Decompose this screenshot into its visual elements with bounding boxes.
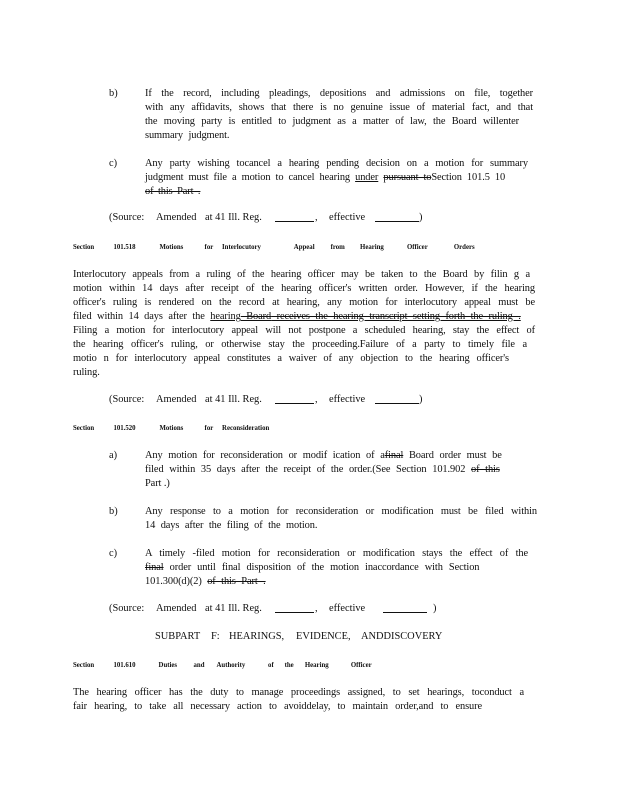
item-marker-a: a) bbox=[109, 450, 118, 461]
para-518-line-1: Interlocutory appeals from a ruling of the hearing officer may be taken to the Board by filin g a bbox=[73, 269, 530, 280]
source-blank-1 bbox=[275, 603, 314, 613]
heading-word: Reconsideration bbox=[222, 423, 270, 432]
struck-text: pursuant to bbox=[383, 172, 432, 183]
source-amended: Amended bbox=[156, 394, 197, 405]
source-amended: Amended bbox=[156, 603, 197, 614]
subpart-word: F: bbox=[211, 631, 220, 642]
source-comma: , bbox=[315, 212, 318, 223]
source-comma: , bbox=[315, 603, 318, 614]
item-c2-line-2 bbox=[145, 561, 479, 575]
item-c2-line-3-text: 101.300(d)(2) bbox=[145, 576, 208, 587]
section-word: Section bbox=[73, 423, 95, 432]
source-close: ) bbox=[419, 394, 423, 405]
item-marker-b: b) bbox=[109, 88, 118, 99]
source-reg: at 41 Ill. Reg. bbox=[205, 394, 262, 405]
para-518-line-8: ruling. bbox=[73, 367, 100, 378]
heading-word: Officer bbox=[350, 660, 372, 669]
source-blank-1 bbox=[275, 212, 314, 222]
item-b2-line-2: 14 days after the filing of the motion. bbox=[145, 520, 318, 531]
source-reg: at 41 Ill. Reg. bbox=[205, 212, 262, 223]
item-a-line-1-text: Any motion for reconsideration or modif ication of a bbox=[145, 450, 385, 461]
struck-text: of this Part . bbox=[207, 576, 266, 587]
item-b-line-1: If the record, including pleadings, depositions and admissions on file, together bbox=[145, 88, 533, 99]
source-effective: effective bbox=[329, 212, 366, 223]
subpart-word: HEARINGS, bbox=[229, 631, 285, 642]
source-close: ) bbox=[419, 212, 423, 223]
source-blank-2 bbox=[383, 603, 427, 613]
para-518-line-4-text: filed within 14 days after the bbox=[73, 311, 211, 322]
heading-word: Orders bbox=[453, 242, 475, 251]
inserted-text: under bbox=[355, 172, 379, 183]
source-comma: , bbox=[315, 394, 318, 405]
struck-text: final bbox=[384, 450, 404, 461]
heading-word: Duties bbox=[158, 660, 178, 669]
item-a-line-3: Part .) bbox=[145, 478, 170, 489]
item-c-line-3-struck: of this Part . bbox=[145, 186, 201, 197]
para-610-line-1: The hearing officer has the duty to manage proceedings assigned, to set hearings, toconduct a bbox=[73, 687, 524, 698]
item-c-line-2-text: judgment must file a motion to cancel hearing bbox=[145, 172, 356, 183]
section-number: 101.518 bbox=[113, 242, 136, 251]
item-b-line-4: summary judgment. bbox=[145, 130, 230, 141]
heading-word: the bbox=[284, 660, 294, 669]
source-label: (Source: bbox=[109, 394, 145, 405]
source-blank-1 bbox=[275, 394, 314, 404]
source-label: (Source: bbox=[109, 212, 145, 223]
item-c-line-2 bbox=[145, 171, 505, 185]
item-marker-c2: c) bbox=[109, 548, 118, 559]
heading-word: Interlocutory bbox=[222, 242, 261, 251]
heading-word: of bbox=[268, 660, 274, 669]
section-number: 101.610 bbox=[113, 660, 136, 669]
heading-word: Motions bbox=[159, 242, 184, 251]
section-number: 101.520 bbox=[113, 423, 136, 432]
item-b2-line-1: Any response to a motion for reconsideration or modification must be filed within bbox=[145, 506, 537, 517]
section-word: Section bbox=[73, 660, 95, 669]
inserted-text: hearing bbox=[210, 311, 241, 322]
item-marker-b2: b) bbox=[109, 506, 118, 517]
item-b-line-2: with any affidavits, shows that there is no genuine issue of material fact, and that bbox=[145, 102, 533, 113]
struck-text: Board bbox=[240, 311, 272, 322]
item-a-line-1-end: Board order must be bbox=[408, 450, 502, 461]
para-518-line-6: the hearing officer's ruling, or otherwise stay the proceeding.Failure of a party to timely file a bbox=[73, 339, 527, 350]
heading-word: from bbox=[330, 242, 345, 251]
item-c-line-1: Any party wishing tocancel a hearing pending decision on a motion for summary bbox=[145, 158, 528, 169]
source-blank-2 bbox=[375, 212, 419, 222]
item-a-line-2 bbox=[145, 463, 500, 477]
subpart-word: ANDDISCOVERY bbox=[361, 631, 443, 642]
section-word: Section bbox=[73, 242, 95, 251]
para-610-line-2: fair hearing, to take all necessary action to avoiddelay, to maintain order,and to ensure bbox=[73, 701, 482, 712]
item-c-line-2-end: Section 101.5 10 bbox=[431, 172, 506, 183]
heading-word: and bbox=[193, 660, 205, 669]
source-label: (Source: bbox=[109, 603, 145, 614]
struck-text: final bbox=[145, 562, 164, 573]
para-518-line-2: motion within 14 days after receipt of the hearing officer's written order. However, if the hearing bbox=[73, 283, 535, 294]
para-518-line-5: Filing a motion for interlocutory appeal will not postpone a scheduled hearing, stay the effect of bbox=[73, 325, 535, 336]
item-a-line-2-text: filed within 35 days after the receipt of the order.(See Section 101.902 bbox=[145, 464, 471, 475]
heading-word: Appeal bbox=[293, 242, 315, 251]
heading-word: Motions bbox=[159, 423, 184, 432]
item-b-line-3: the moving party is entitled to judgment as a matter of law, the Board willenter bbox=[145, 116, 519, 127]
para-518-line-7: motio n for interlocutory appeal constitutes a waiver of any objection to the hearing officer's bbox=[73, 353, 509, 364]
source-blank-2 bbox=[375, 394, 419, 404]
source-amended: Amended bbox=[156, 212, 197, 223]
item-marker-c: c) bbox=[109, 158, 118, 169]
heading-word: Officer bbox=[406, 242, 428, 251]
source-effective: effective bbox=[329, 394, 366, 405]
struck-text: receives the hearing transcript setting forth the ruling . bbox=[271, 311, 521, 322]
source-reg: at 41 Ill. Reg. bbox=[205, 603, 262, 614]
subpart-word: EVIDENCE, bbox=[296, 631, 351, 642]
subpart-word: SUBPART bbox=[155, 631, 201, 642]
para-518-line-4 bbox=[73, 310, 521, 324]
item-c2-line-1: A timely -filed motion for reconsideration or modification stays the effect of the bbox=[145, 548, 528, 559]
heading-word: Authority bbox=[216, 660, 246, 669]
source-effective: effective bbox=[329, 603, 366, 614]
heading-word: Hearing bbox=[304, 660, 329, 669]
heading-word: for bbox=[204, 423, 214, 432]
para-518-line-3: officer's ruling is rendered on the record at hearing, any motion for interlocutory appeal must be bbox=[73, 297, 535, 308]
item-c2-line-3 bbox=[145, 575, 266, 589]
item-c2-line-2-text: order until final disposition of the motion inaccordance with Section bbox=[163, 562, 480, 573]
source-close: ) bbox=[433, 603, 437, 614]
heading-word: Hearing bbox=[360, 242, 384, 251]
struck-text: of this bbox=[471, 464, 500, 475]
heading-word: for bbox=[204, 242, 214, 251]
item-a-line-1 bbox=[145, 449, 502, 463]
